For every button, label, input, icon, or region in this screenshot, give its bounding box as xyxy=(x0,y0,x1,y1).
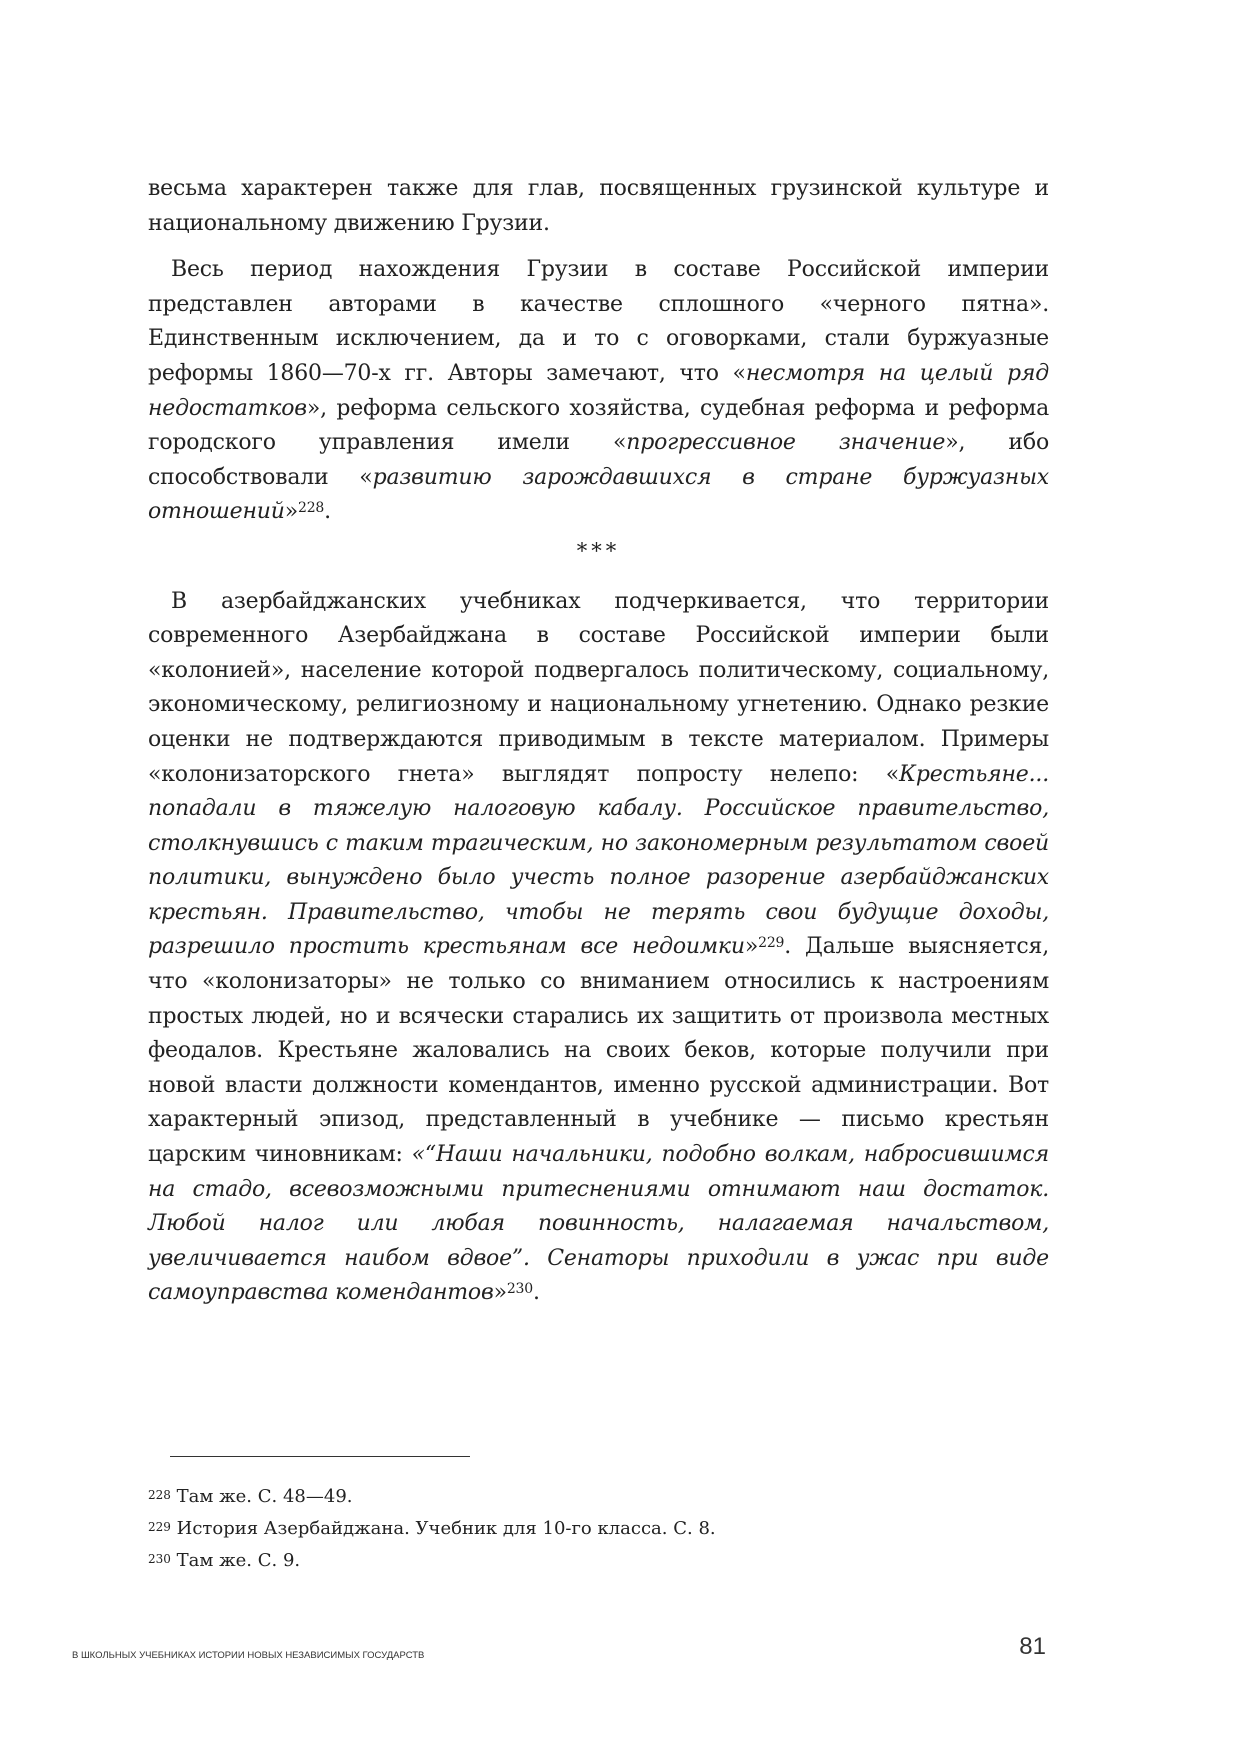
text-run: », ибо способствовали « xyxy=(148,430,1049,490)
page-number: 81 xyxy=(1019,1633,1046,1660)
footnote-number: 230 xyxy=(148,1552,171,1566)
footnote-ref-230: 230 xyxy=(506,1281,533,1298)
text-run: . xyxy=(532,1280,540,1306)
footnote-ref-228: 228 xyxy=(298,500,325,517)
footnote-229 xyxy=(148,1513,1048,1545)
text-run: » xyxy=(284,499,298,525)
paragraph-2 xyxy=(148,253,1049,530)
footnote-text: Там же. С. 48—49. xyxy=(176,1486,353,1507)
footnote-text: Там же. С. 9. xyxy=(176,1550,301,1571)
footnote-number: 228 xyxy=(148,1488,171,1502)
text-run: Весь период нахождения Грузии в составе Российской империи представлен авторами в качестве сплошного «черного пятна». Единственным исключением, да и то с оговорками, стали буржуазные реформы 1860—70-х гг. Авторы замечают, что « xyxy=(148,257,1049,386)
italic-quote: «“Наши начальники, подобно волкам, набросившимся на стадо, всевозможными притеснениями отнимают наш достаток. Любой налог или любая повинность, налагаемая начальством, увеличивается наибом вдвое”. Сенаторы приходили в ужас при виде самоуправства комендантов xyxy=(148,1142,1049,1306)
italic-quote: развитию зарождавшихся в стране буржуазных отношений xyxy=(148,464,1049,525)
italic-quote: несмотря на целый ряд недостатков xyxy=(148,360,1049,421)
text-run: . Дальше выясняется, что «колонизаторы» не только со вниманием относились к настроениям простых людей, но и всячески старались их защитить от произвола местных феодалов. Крестьяне жаловались на своих беков, которые получили при новой власти должности комендантов, именно русской администрации. Вот характерный эпизод, представленный в учебнике — письмо крестьян царским чиновникам: xyxy=(148,934,1049,1168)
paragraph-1: весьма характерен также для глав, посвященных грузинской культуре и национальному движению Грузии. xyxy=(148,176,1049,236)
text-run: . xyxy=(324,499,331,525)
footnote-divider xyxy=(170,1456,470,1457)
italic-quote: Крестьяне... попадали в тяжелую налоговую кабалу. Российское правительство, столкнувшись с таким трагическим, но закономерным результатом своей политики, вынуждено было учесть полное разорение азербайджанских крестьян. Правительство, чтобы не терять свои будущие доходы, разрешило простить крестьянам все недоимки xyxy=(148,761,1049,960)
section-separator: *** xyxy=(576,538,621,563)
running-title: В ШКОЛЬНЫХ УЧЕБНИКАХ ИСТОРИИ НОВЫХ НЕЗАВИСИМЫХ ГОСУДАРСТВ xyxy=(72,1650,425,1661)
footnote-230 xyxy=(148,1545,1048,1577)
text-run: », реформа сельского хозяйства, судебная реформа и реформа городского управления имели « xyxy=(148,395,1049,456)
footnote-ref-229: 229 xyxy=(758,935,785,952)
text-run: » xyxy=(744,934,759,960)
paragraph-3 xyxy=(148,585,1049,1311)
footnote-228 xyxy=(148,1481,1048,1513)
text-run: » xyxy=(493,1280,507,1306)
footnote-text: История Азербайджана. Учебник для 10-го класса. С. 8. xyxy=(176,1518,716,1539)
footnote-number: 229 xyxy=(148,1520,171,1534)
main-text xyxy=(148,172,1049,1311)
footnotes xyxy=(148,1481,1048,1577)
italic-quote: прогрессивное значение xyxy=(626,430,946,456)
text-run: В азербайджанских учебниках подчеркивается, что территории современного Азербайджана в составе Российской империи были «колонией», население которой подвергалось политическому, социальному, экономическому, религиозному и национальному угнетению. Однако резкие оценки не подтверждаются приводимым в тексте материалом. Примеры «колонизаторского гнета» выглядят попросту нелепо: « xyxy=(148,588,1049,787)
